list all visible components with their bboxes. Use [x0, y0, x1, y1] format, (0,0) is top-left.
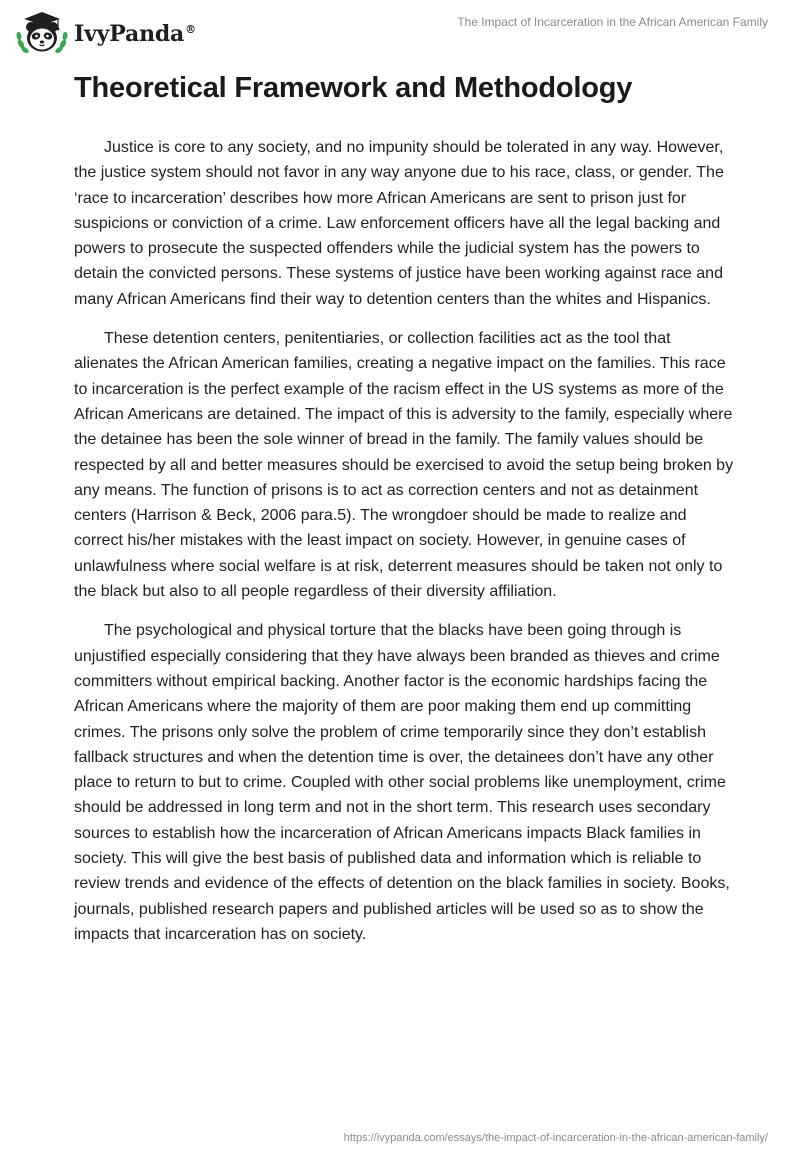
page-title: Theoretical Framework and Methodology: [74, 72, 633, 104]
paragraph-2: These detention centers, penitentiaries, or collection facilities act as the tool that alienates the African American families, creating a negative impact on the families. This race to incarceration is the perfect example of the racism effect in the US systems as more of the African Americans are detained. The impact of this is adversity to the family, especially where the detainee has been the sole winner of bread in the family. The family values should be respected by all and better measures should be exercised to avoid the setup being broken by any means. The function of prisons is to act as correction centers and not as detainment centers (Harrison & Beck, 2006 para.5). The wrongdoer should be made to realize and correct his/her mistakes with the least impact on society. However, in genuine cases of unlawfulness where social welfare is at risk, deterrent measures should be taken not only to the black but also to all people regardless of their diversity affiliation.: [74, 330, 734, 601]
registered-mark: ®: [185, 22, 196, 36]
panda-graduate-logo-icon: [16, 8, 68, 56]
page-header: [0, 0, 800, 62]
brand-logo[interactable]: [16, 8, 196, 56]
running-title: The Impact of Incarceration in the African American Family: [457, 15, 768, 29]
paragraph-3: The psychological and physical torture that the blacks have been going through is unjustified especially considering that they have always been branded as thieves and crime committers without empirical backing. Another factor is the economic hardships facing the African Americans where the majority of them are poor making them end up committing crimes. The prisons only solve the problem of crime temporarily since they don’t establish fallback structures and when the detention time is over, the detainees don’t have any other place to return to but to crime. Coupled with other social problems like unemployment, crime should be addressed in long term and not in the short term. This research uses secondary sources to establish how the incarceration of African Americans impacts Black families in society. This will give the best basis of published data and information which is reliable to review trends and evidence of the effects of detention on the black families in society. Books, journals, published research papers and published articles will be used so as to show the impacts that incarceration has on society.: [74, 622, 730, 943]
brand-name: IvyPanda®: [74, 21, 196, 47]
source-url[interactable]: https://ivypanda.com/essays/the-impact-of-incarceration-in-the-african-american-family/: [343, 1132, 768, 1144]
essay-body: [74, 135, 734, 961]
paragraph-1: Justice is core to any society, and no impunity should be tolerated in any way. However, the justice system should not favor in any way anyone due to his race, class, or gender. The ‘race to incarceration’ describes how more African Americans are sent to prison just for suspicions or conviction of a crime. Law enforcement officers have all the legal backing and powers to prosecute the suspected offenders while the judicial system has the powers to detain the convicted persons. These systems of justice have been working against race and many African Americans find their way to detention centers than the whites and Hispanics.: [74, 139, 724, 308]
